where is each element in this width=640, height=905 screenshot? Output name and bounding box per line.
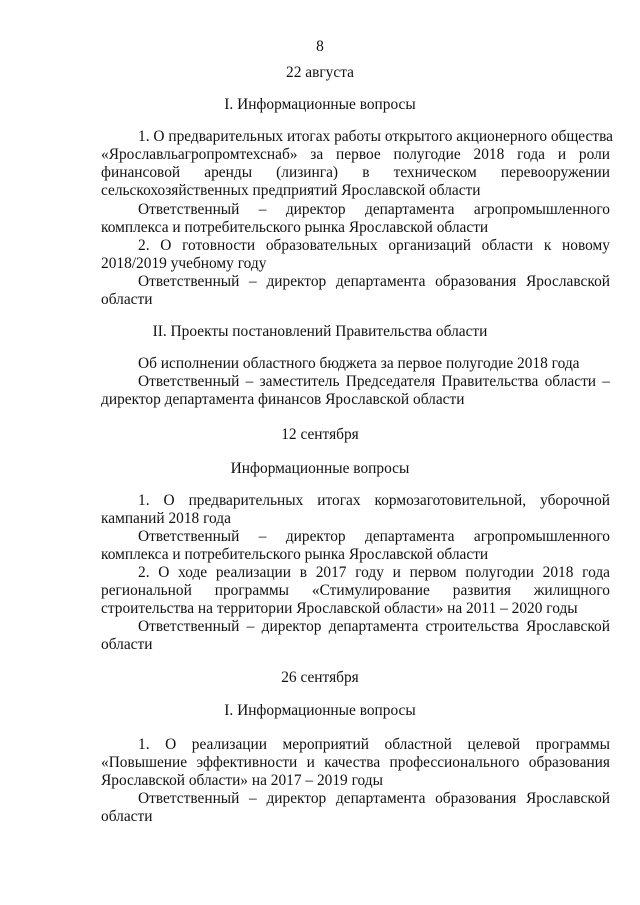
responsible-text: области [101,636,153,653]
item-text: 2. О готовности образовательных организаций области к новому [138,237,610,254]
item-text: 1. О предварительных итогах кормозаготовительной, уборочной [138,492,610,509]
responsible-text: Ответственный – директор департамента образования Ярославской [138,273,610,290]
responsible-text: области [101,291,153,308]
date-heading: 12 сентября [281,426,359,443]
responsible-text: комплекса и потребительского рынка Ярославской области [101,219,489,236]
section-heading: I. Информационные вопросы [224,96,416,113]
item-text: 2018/2019 учебному году [101,255,267,272]
responsible-text: комплекса и потребительского рынка Ярославской области [101,546,489,563]
item-text: «Ярославльагропромтехснаб» за первое полугодие 2018 года и роли [101,146,610,163]
item-text: финансовой аренды (лизинга) в техническом перевооружении [101,164,610,181]
item-text: сельскохозяйственных предприятий Ярославской области [101,182,481,199]
section-heading: II. Проекты постановлений Правительства области [152,323,488,340]
item-text: Об исполнении областного бюджета за первое полугодие 2018 года [138,355,580,372]
responsible-text: директор департамента финансов Ярославской области [101,391,465,408]
page-number: 8 [316,38,324,55]
section-heading: Информационные вопросы [230,460,410,477]
responsible-text: Ответственный – директор департамента образования Ярославской [138,790,610,807]
item-text: 1. О реализации мероприятий областной целевой программы [138,736,610,753]
item-text: 2. О ходе реализации в 2017 году и первом полугодии 2018 года [138,564,610,581]
responsible-text: области [101,808,153,825]
date-heading: 26 сентября [281,669,359,686]
responsible-text: Ответственный – директор департамента строительства Ярославской [138,618,610,635]
item-text: «Повышение эффективности и качества профессионального образования [101,754,610,771]
item-text: региональной программы «Стимулирование развития жилищного [101,582,610,599]
item-text: Ярославской области» на 2017 – 2019 годы [101,772,383,789]
item-text: кампаний 2018 года [101,510,231,527]
section-heading: I. Информационные вопросы [224,702,416,719]
item-text: 1. О предварительных итогах работы открытого акционерного общества [138,128,613,145]
date-heading: 22 августа [286,64,354,81]
item-text: строительства на территории Ярославской области» на 2011 – 2020 годы [101,600,578,617]
responsible-text: Ответственный – директор департамента агропромышленного [138,201,610,218]
responsible-text: Ответственный – заместитель Председателя Правительства области – [138,373,610,390]
responsible-text: Ответственный – директор департамента агропромышленного [138,528,610,545]
